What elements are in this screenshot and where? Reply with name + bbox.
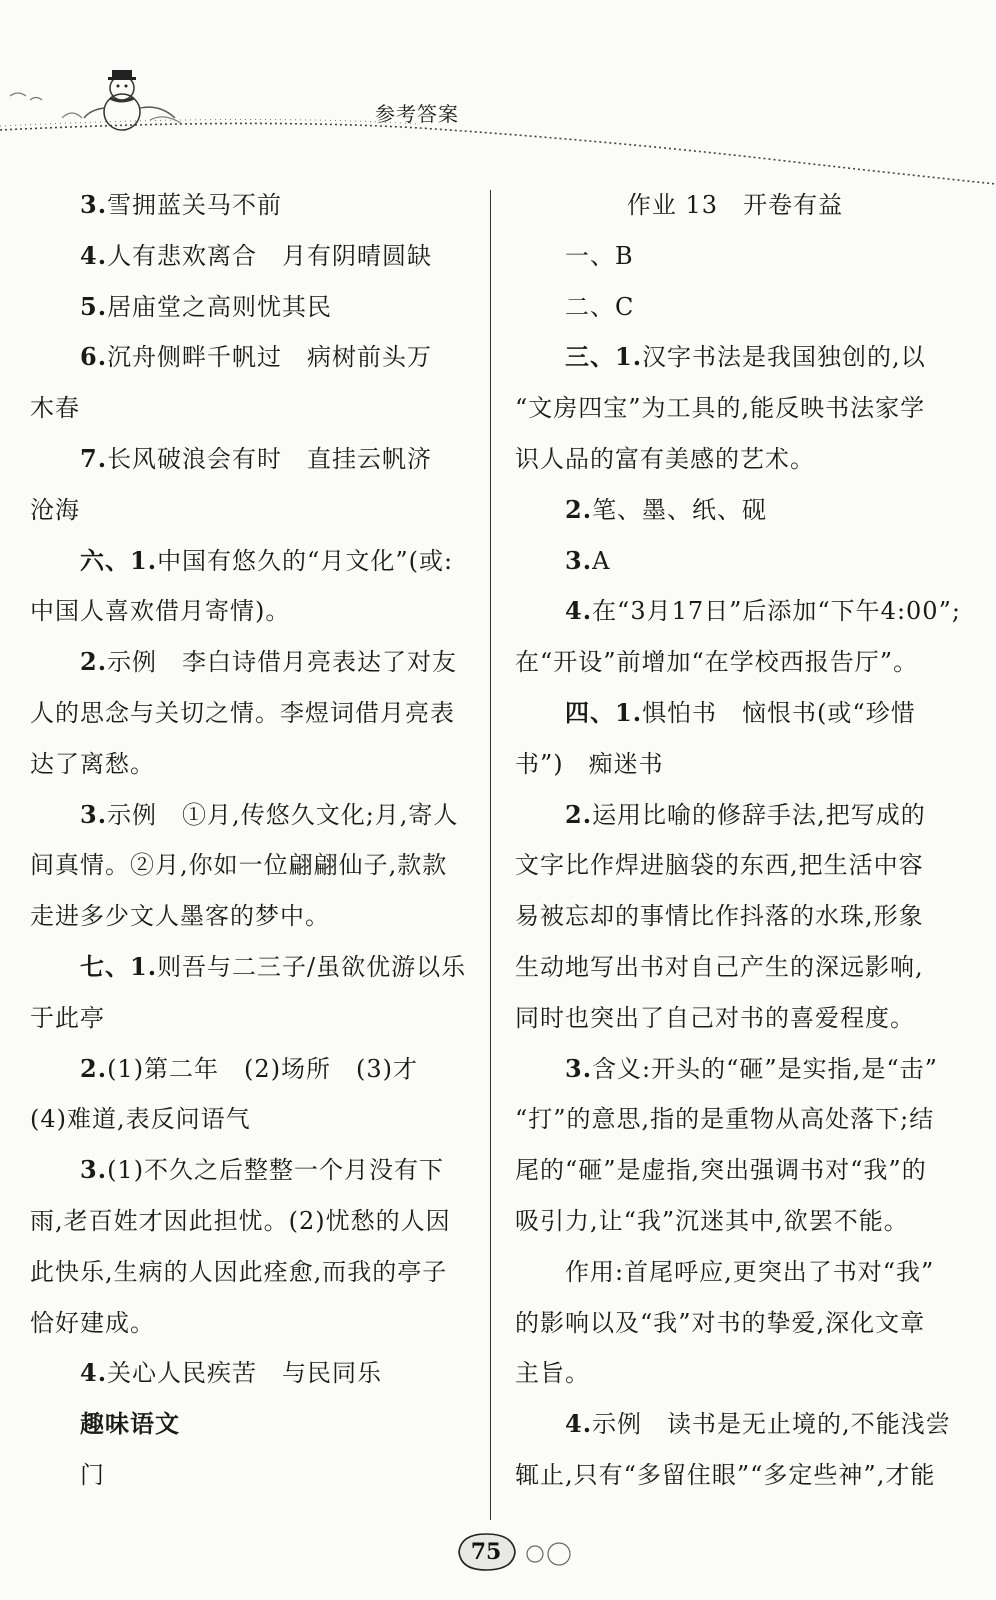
answer-line bbox=[30, 383, 470, 434]
right-column bbox=[515, 180, 961, 1501]
line-text: 汉字书法是我国独创的,以 bbox=[642, 343, 926, 372]
line-text: 于此亭 bbox=[30, 1003, 105, 1032]
answer-line bbox=[30, 637, 470, 688]
line-text: 中国有悠久的“月文化”(或: bbox=[157, 546, 454, 575]
answer-line bbox=[30, 993, 470, 1044]
answer-line bbox=[515, 891, 955, 942]
line-text: 主旨。 bbox=[515, 1359, 590, 1388]
answer-line bbox=[30, 1450, 470, 1501]
answer-line bbox=[515, 790, 955, 841]
line-text: A bbox=[592, 546, 611, 575]
line-text: 居庙堂之高则忧其民 bbox=[107, 292, 333, 321]
item-number: 2. bbox=[80, 647, 108, 677]
line-text: 作用:首尾呼应,更突出了书对“我” bbox=[565, 1257, 935, 1286]
answer-line bbox=[30, 586, 470, 637]
answer-line bbox=[30, 332, 470, 383]
line-text: 中国人喜欢借月寄情)。 bbox=[30, 597, 291, 626]
answer-line bbox=[30, 231, 470, 282]
line-text: 关心人民疾苦 与民同乐 bbox=[107, 1359, 383, 1388]
answer-line bbox=[30, 1399, 470, 1450]
answer-line bbox=[515, 1399, 955, 1450]
item-number: 3. bbox=[80, 799, 108, 829]
item-number: 5. bbox=[80, 291, 108, 321]
page-header bbox=[0, 0, 996, 190]
answer-line bbox=[30, 536, 470, 587]
line-text: 走进多少文人墨客的梦中。 bbox=[30, 902, 330, 931]
answer-line bbox=[515, 485, 955, 536]
line-text: 沉舟侧畔千帆过 病树前头万 bbox=[107, 343, 433, 372]
answer-line bbox=[515, 1044, 955, 1095]
section-heading bbox=[515, 180, 955, 231]
item-number: 3. bbox=[565, 1053, 593, 1083]
answer-line bbox=[30, 891, 470, 942]
answer-line bbox=[30, 739, 470, 790]
line-text: 一、B bbox=[565, 241, 634, 270]
line-text: “打”的意思,指的是重物从高处落下;结 bbox=[515, 1105, 935, 1134]
page-number: 75 bbox=[470, 1539, 502, 1565]
answer-line bbox=[515, 1247, 955, 1298]
answer-line bbox=[30, 840, 470, 891]
item-number: 2. bbox=[565, 799, 593, 829]
line-text: 含义:开头的“砸”是实指,是“击” bbox=[592, 1054, 938, 1083]
answer-line bbox=[515, 1298, 955, 1349]
line-text: (4)难道,表反问语气 bbox=[30, 1105, 251, 1134]
line-text: 生动地写出书对自己产生的深远影响, bbox=[515, 952, 924, 981]
line-text: 文字比作焊进脑袋的东西,把生活中容 bbox=[515, 851, 924, 880]
column-divider bbox=[490, 190, 491, 1520]
line-text: 作业 13 开卷有益 bbox=[626, 191, 844, 219]
answer-line bbox=[515, 231, 955, 282]
line-text: 示例 ①月,传悠久文化;月,寄人 bbox=[107, 800, 459, 829]
answer-line bbox=[515, 1094, 955, 1145]
answer-line bbox=[515, 637, 955, 688]
line-text: 示例 李白诗借月亮表达了对友 bbox=[107, 648, 458, 677]
answer-line bbox=[515, 993, 955, 1044]
answer-line bbox=[515, 739, 955, 790]
answer-line bbox=[30, 1196, 470, 1247]
item-number: 3. bbox=[80, 190, 108, 219]
item-number: 四、1. bbox=[565, 697, 643, 727]
line-text: “文房四宝”为工具的,能反映书法家学 bbox=[515, 394, 926, 423]
item-number: 2. bbox=[565, 494, 593, 524]
answer-line bbox=[30, 485, 470, 536]
line-text: 沧海 bbox=[30, 495, 80, 524]
item-number: 4. bbox=[565, 1409, 593, 1439]
line-text: 此快乐,生病的人因此痊愈,而我的亭子 bbox=[30, 1257, 448, 1286]
item-number: 三、1. bbox=[565, 342, 643, 372]
line-text: 辄止,只有“多留住眼”“多定些神”,才能 bbox=[515, 1460, 936, 1489]
answer-line bbox=[515, 434, 955, 485]
line-text: 趣味语文 bbox=[80, 1409, 180, 1439]
answer-line bbox=[515, 1145, 955, 1196]
answer-line bbox=[515, 586, 961, 637]
line-text: 吸引力,让“我”沉迷其中,欲罢不能。 bbox=[515, 1206, 909, 1235]
answer-line bbox=[30, 1298, 470, 1349]
line-text: 同时也突出了自己对书的喜爱程度。 bbox=[515, 1003, 915, 1032]
line-text: 雨,老百姓才因此担忧。(2)忧愁的人因 bbox=[30, 1206, 451, 1235]
answer-line bbox=[515, 942, 955, 993]
answer-line bbox=[515, 688, 955, 739]
answer-line bbox=[30, 942, 470, 993]
answer-line bbox=[30, 688, 470, 739]
item-number: 6. bbox=[80, 342, 108, 372]
answer-line bbox=[30, 1094, 470, 1145]
line-text: 在“开设”前增加“在学校西报告厅”。 bbox=[515, 648, 919, 677]
answer-line bbox=[30, 1044, 470, 1095]
line-text: 雪拥蓝关马不前 bbox=[107, 191, 283, 219]
snowman-icon bbox=[84, 70, 175, 130]
line-text: 书”) 痴迷书 bbox=[515, 749, 664, 778]
line-text: 惧怕书 恼恨书(或“珍惜 bbox=[642, 698, 916, 727]
answer-line bbox=[515, 1450, 955, 1501]
line-text: (1)第二年 (2)场所 (3)才 bbox=[107, 1054, 419, 1083]
line-text: 笔、墨、纸、砚 bbox=[592, 495, 768, 524]
item-number: 2. bbox=[80, 1053, 108, 1083]
answer-line bbox=[30, 180, 470, 231]
answer-line bbox=[515, 840, 955, 891]
item-number: 六、1. bbox=[80, 545, 158, 575]
item-number: 4. bbox=[80, 1358, 108, 1388]
page-number-badge bbox=[455, 1530, 517, 1574]
answer-line bbox=[30, 1145, 470, 1196]
line-text: 运用比喻的修辞手法,把写成的 bbox=[592, 800, 926, 829]
item-number: 3. bbox=[565, 545, 593, 575]
item-number: 4. bbox=[80, 240, 108, 270]
line-text: 间真情。②月,你如一位翩翩仙子,款款 bbox=[30, 851, 448, 880]
left-column bbox=[30, 180, 470, 1501]
line-text: 达了离愁。 bbox=[30, 749, 155, 778]
line-text: 木春 bbox=[30, 394, 80, 423]
header-title: 参考答案 bbox=[375, 102, 459, 126]
answer-line bbox=[515, 536, 955, 587]
line-text: 门 bbox=[80, 1460, 105, 1489]
answer-line bbox=[515, 383, 955, 434]
line-text: (1)不久之后整整一个月没有下 bbox=[107, 1156, 445, 1185]
line-text: 尾的“砸”是虚指,突出强调书对“我”的 bbox=[515, 1156, 927, 1185]
answer-line bbox=[515, 1196, 955, 1247]
answer-line bbox=[30, 282, 470, 333]
line-text: 长风破浪会有时 直挂云帆济 bbox=[107, 444, 433, 473]
item-number: 3. bbox=[80, 1155, 108, 1185]
answer-line bbox=[30, 1247, 470, 1298]
line-text: 则吾与二三子/虽欲优游以乐 bbox=[157, 952, 467, 981]
answer-line bbox=[30, 790, 470, 841]
line-text: 人的思念与关切之情。李煜词借月亮表 bbox=[30, 698, 455, 727]
answer-line bbox=[30, 434, 470, 485]
answer-line bbox=[515, 332, 955, 383]
line-text: 的影响以及“我”对书的挚爱,深化文章 bbox=[515, 1308, 926, 1337]
line-text: 人有悲欢离合 月有阴晴圆缺 bbox=[107, 241, 433, 270]
item-number: 七、1. bbox=[80, 951, 158, 981]
answer-line bbox=[515, 282, 955, 333]
line-text: 恰好建成。 bbox=[30, 1308, 155, 1337]
header-decoration bbox=[0, 0, 996, 190]
answer-line bbox=[515, 1348, 955, 1399]
item-number: 4. bbox=[565, 596, 593, 626]
line-text: 二、C bbox=[565, 292, 635, 321]
item-number: 7. bbox=[80, 443, 108, 473]
answer-line bbox=[30, 1348, 470, 1399]
line-text: 示例 读书是无止境的,不能浅尝 bbox=[592, 1410, 951, 1439]
line-text: 易被忘却的事情比作抖落的水珠,形象 bbox=[515, 902, 924, 931]
line-text: 在“3月17日”后添加“下午4:00”; bbox=[592, 597, 961, 626]
line-text: 识人品的富有美感的艺术。 bbox=[515, 444, 815, 473]
